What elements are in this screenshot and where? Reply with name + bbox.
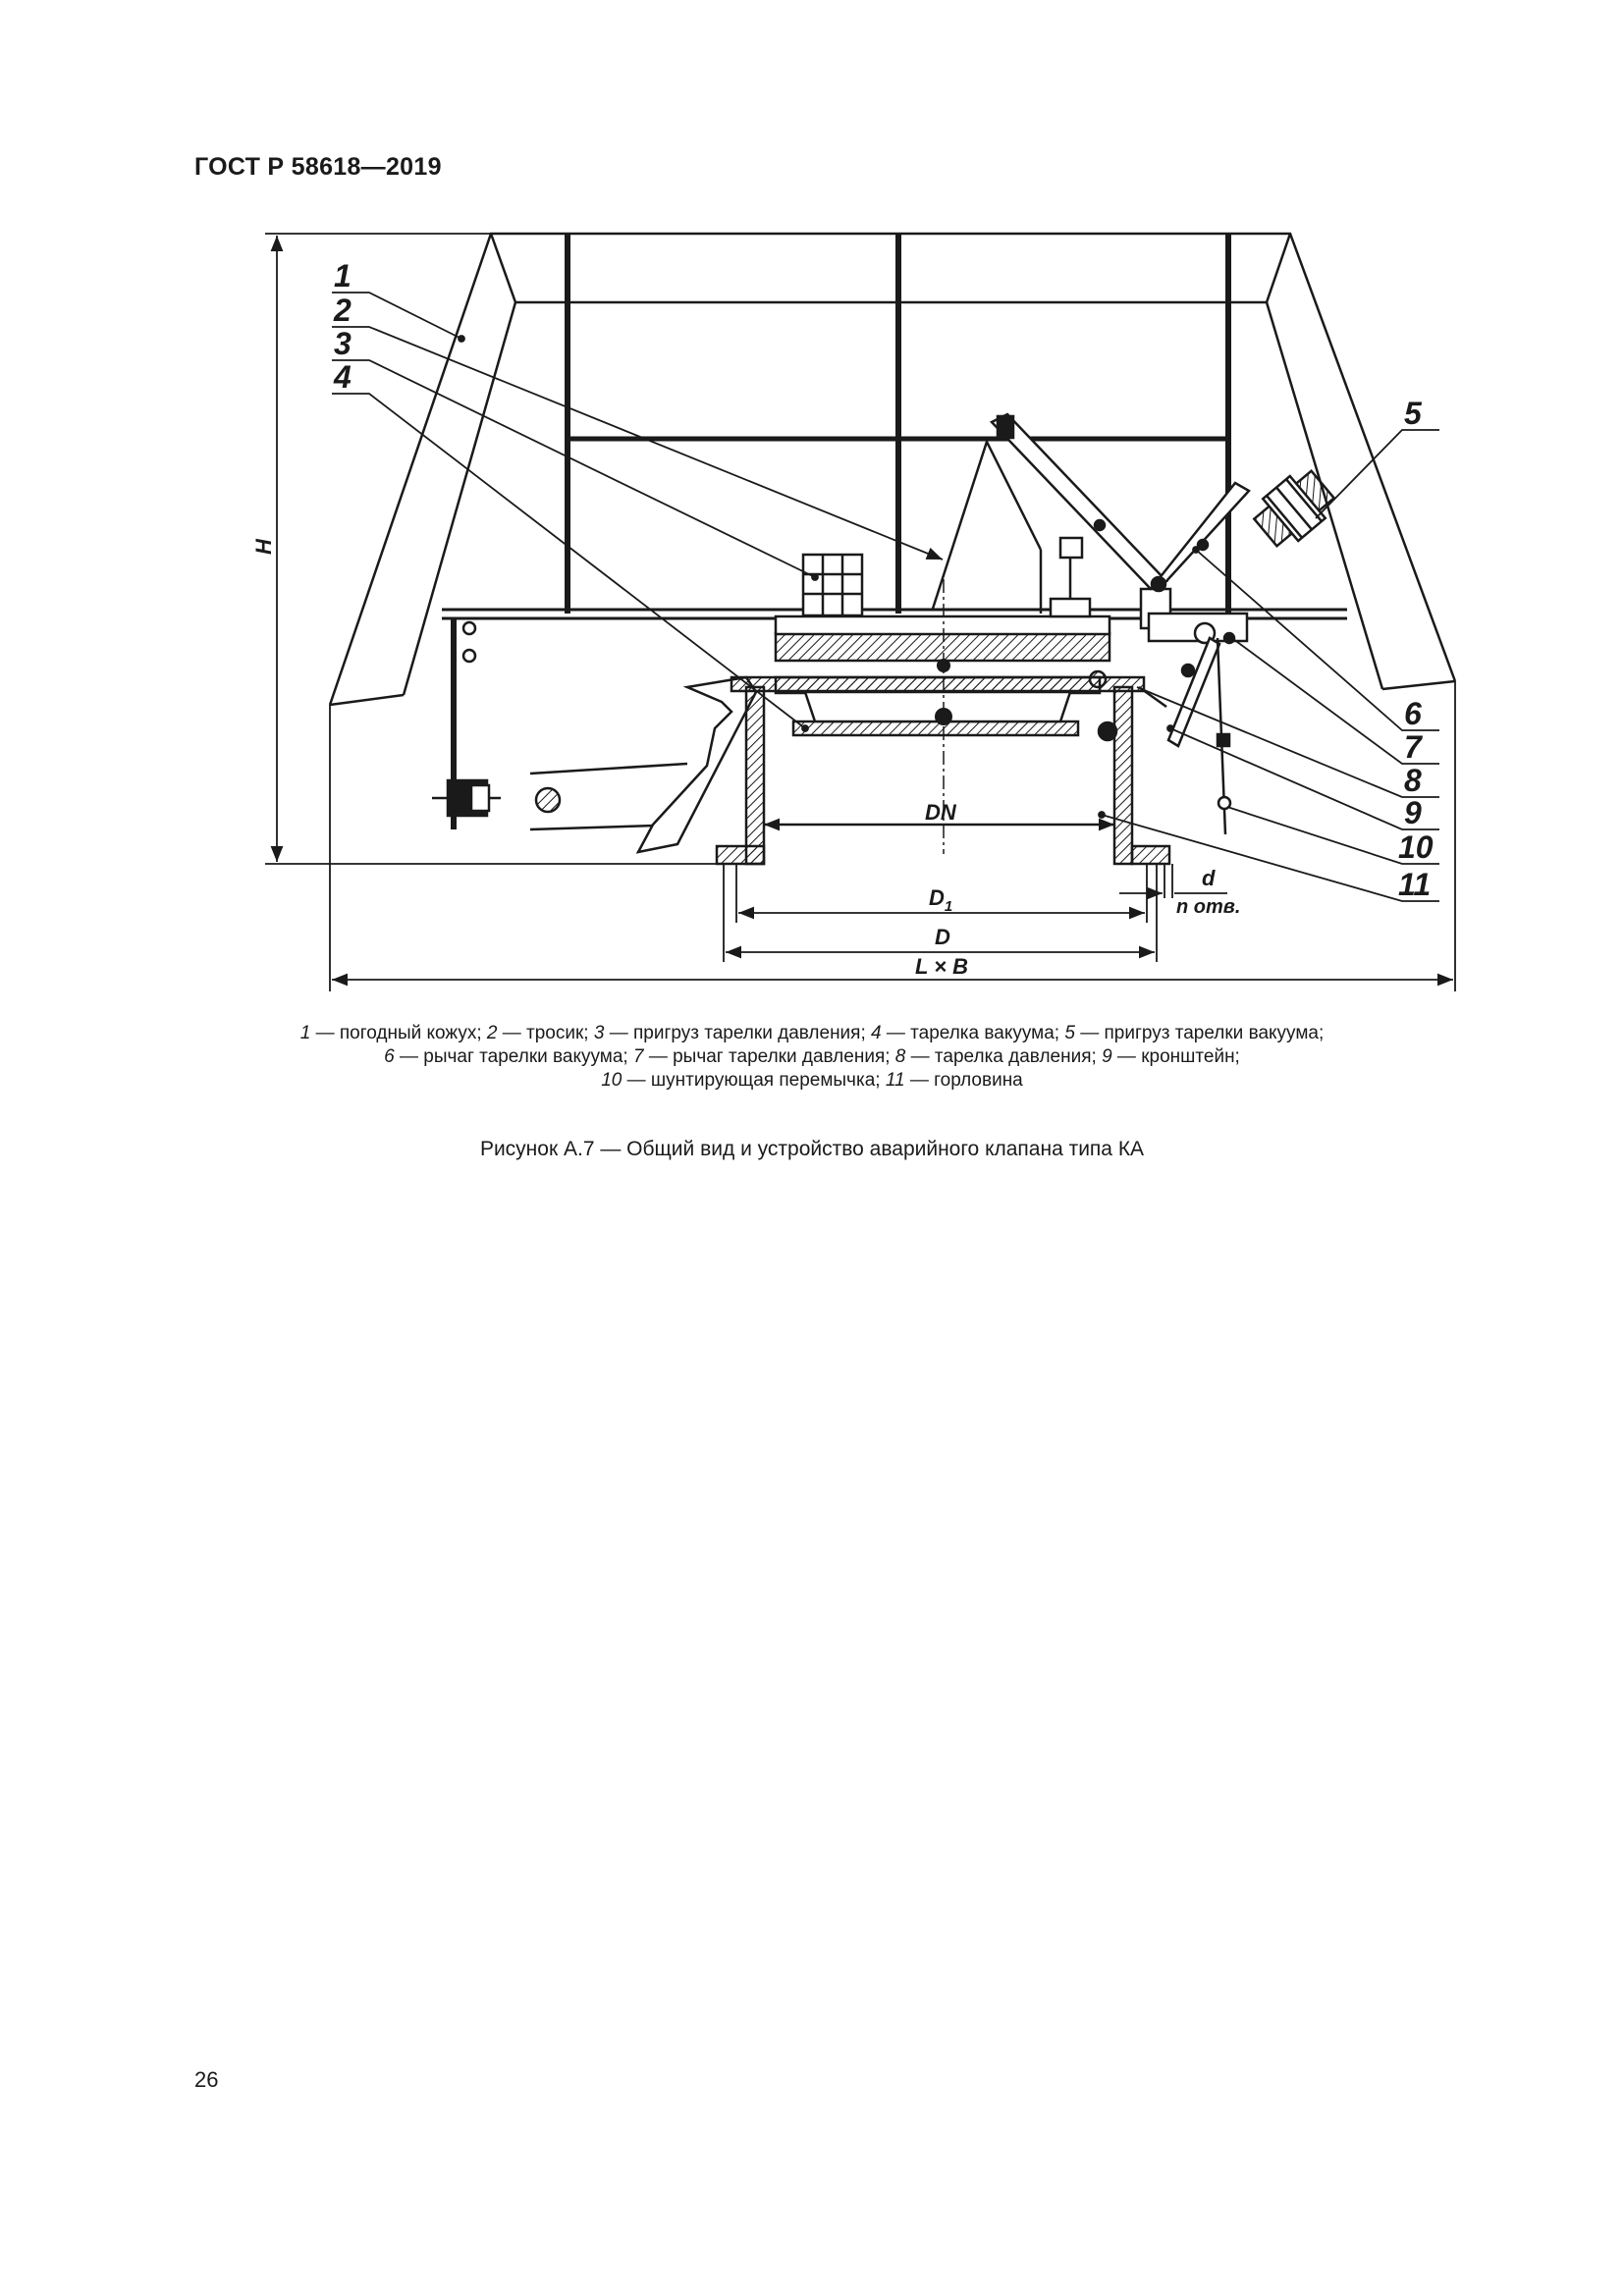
callouts (333, 258, 1434, 902)
dim-d: d (1202, 866, 1216, 890)
callout-1: 1 (334, 258, 352, 294)
dim-D1-sub: 1 (944, 898, 953, 915)
valve-drawing (0, 0, 1624, 1021)
callout-5: 5 (1404, 396, 1422, 431)
pipe (530, 677, 756, 852)
callout-11: 11 (1398, 867, 1432, 902)
dim-LxB: L × B (915, 954, 969, 979)
callout-6: 6 (1404, 696, 1422, 731)
dim-D1 (929, 885, 952, 915)
callout-7: 7 (1404, 729, 1422, 765)
dim-D1-letter: D (929, 885, 945, 910)
dim-H: H (251, 539, 276, 555)
dim-n-holes: n отв. (1176, 896, 1241, 918)
left-support (432, 618, 501, 829)
dim-DN: DN (925, 800, 956, 825)
cable (933, 442, 1041, 614)
callout-10: 10 (1398, 829, 1434, 865)
leader-lines (332, 293, 1439, 901)
callout-4: 4 (334, 359, 352, 395)
callout-2: 2 (334, 293, 352, 328)
callout-9: 9 (1404, 795, 1422, 830)
dim-D: D (935, 925, 950, 949)
legend-line: 1 — погодный кожух; 2 — тросик; 3 — пригруз тарелки давления; 4 — тарелка вакуума; 5 — пригруз тарелки вакуума; (299, 1023, 1325, 1043)
legend-line: 10 — шунтирующая перемычка; 11 — горловина (601, 1070, 1023, 1091)
page-number: 26 (194, 2067, 219, 2092)
figure-legend (177, 1022, 1447, 1093)
legend-line: 6 — рычаг тарелки вакуума; 7 — рычаг тарелки давления; 8 — тарелка давления; 9 — кронштейн; (384, 1046, 1240, 1067)
valve-discs (776, 538, 1170, 735)
document-header: ГОСТ Р 58618—2019 (194, 153, 442, 181)
callout-3: 3 (334, 326, 352, 361)
callout-8: 8 (1404, 763, 1422, 798)
figure-caption: Рисунок А.7 — Общий вид и устройство аварийного клапана типа КА (479, 1138, 1145, 1160)
